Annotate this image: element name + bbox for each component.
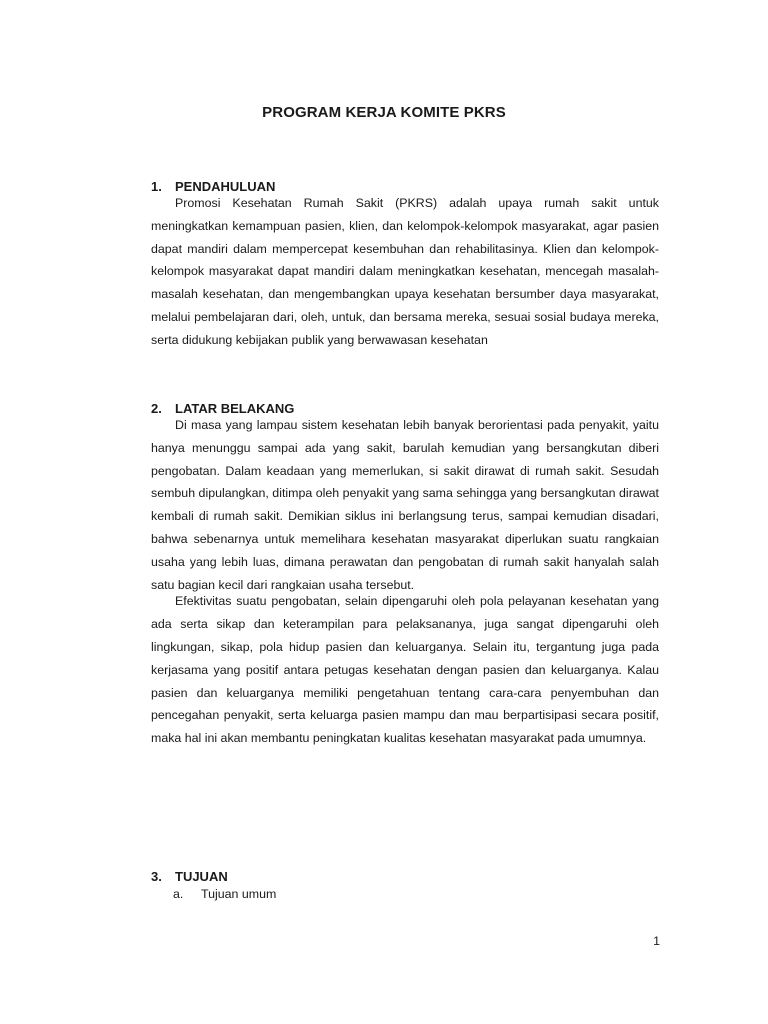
page-number: 1	[653, 934, 660, 948]
section-title: LATAR BELAKANG	[175, 401, 295, 416]
list-marker: a.	[173, 887, 184, 901]
document-title: PROGRAM KERJA KOMITE PKRS	[262, 104, 506, 121]
section-number: 2.	[151, 401, 162, 416]
section-pendahuluan	[151, 180, 659, 352]
paragraph: Efektivitas suatu pengobatan, selain dipengaruhi oleh pola pelayanan kesehatan yang ada serta sikap dan keterampilan para pelaksananya, juga sangat dipengaruhi oleh lingkungan, sikap, pola hidup pasien dan keluarganya. Selain itu, tergantung juga pada kerjasama yang positif antara petugas kesehatan dengan pasien dan keluarganya. Kalau pasien dan keluarganya memiliki pengetahuan tentang cara-cara penyembuhan dan pencegahan penyakit, serta keluarga pasien mampu dan mau berpartisipasi secara positif, maka hal ini akan membantu peningkatan kualitas kesehatan masyarakat pada umumnya.	[151, 594, 659, 746]
paragraph: Di masa yang lampau sistem kesehatan lebih banyak berorientasi pada penyakit, yaitu hanya menunggu sampai ada yang sakit, barulah kemudian yang bersangkutan diberi pengobatan. Dalam keadaan yang memerlukan, si sakit dirawat di rumah sakit. Sesudah sembuh dipulangkan, ditimpa oleh penyakit yang sama sehingga yang bersangkutan dirawat kembali di rumah sakit. Demikian siklus ini berlangsung terus, sampai kemudian disadari, bahwa sebenarnya untuk memelihara kesehatan masyarakat diperlukan suatu rangkaian usaha yang lebih luas, dimana perawatan dan pengobatan di rumah sakit hanyalah salah satu bagian kecil dari rangkaian usaha tersebut.	[151, 418, 659, 592]
list-item	[151, 886, 659, 902]
section-title: TUJUAN	[175, 869, 228, 884]
section-number: 1.	[151, 179, 162, 194]
section-latar-belakang	[151, 402, 659, 750]
section-title: PENDAHULUAN	[175, 179, 276, 194]
section-tujuan	[151, 870, 659, 902]
list-item-label: Tujuan umum	[201, 887, 277, 901]
section-number: 3.	[151, 869, 162, 884]
paragraph: Promosi Kesehatan Rumah Sakit (PKRS) adalah upaya rumah sakit untuk meningkatkan kemampuan pasien, klien, dan kelompok-kelompok masyarakat, agar pasien dapat mandiri dalam mempercepat kesembuhan dan rehabilitasinya. Klien dan kelompok-kelompok masyarakat dapat mandiri dalam meningkatkan kesehatan, mencegah masalah-masalah kesehatan, dan mengembangkan upaya kesehatan bersumber daya masyarakat, melalui pembelajaran dari, oleh, untuk, dan bersama mereka, sesuai sosial budaya mereka, serta didukung kebijakan publik yang berwawasan kesehatan	[151, 196, 659, 347]
section-heading	[151, 870, 659, 884]
